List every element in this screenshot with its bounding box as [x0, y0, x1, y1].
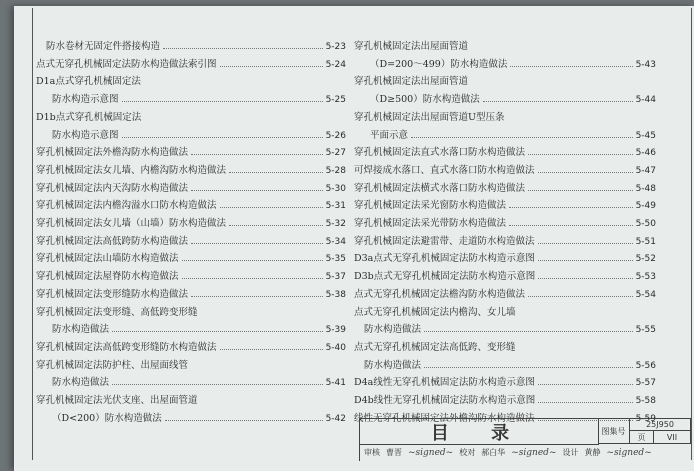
toc-entry-title: 穿孔机械固定法变形缝、高低跨变形缝	[36, 306, 198, 318]
toc-entry	[36, 195, 346, 211]
toc-entry-title: D4b线性无穿孔机械固定法防水构造示意图	[354, 395, 536, 406]
toc-entry-page: 5-59	[635, 413, 656, 424]
title-block	[359, 418, 691, 461]
toc-entry	[354, 337, 656, 353]
dot-leader	[182, 278, 323, 279]
page-title: 目 录	[360, 419, 599, 445]
toc-entry-page: 5-47	[635, 165, 656, 176]
toc-entry-page: 5-48	[635, 183, 656, 194]
toc-entry	[354, 71, 656, 87]
toc-entry-title: （D≥500）防水构造做法	[370, 94, 480, 106]
dot-leader	[509, 225, 633, 226]
toc-entry-page: 5-44	[635, 95, 656, 106]
toc-entry	[36, 355, 346, 371]
toc-entry	[36, 231, 346, 247]
design-name: 黄静	[584, 448, 601, 457]
toc-entry-title: 防水构造做法	[52, 324, 110, 336]
dot-leader	[424, 331, 633, 332]
toc-entry	[354, 54, 656, 70]
toc-entry-title: 穿孔机械固定法高低跨变形缝防水构造做法	[36, 341, 217, 353]
toc-entry	[36, 408, 346, 424]
toc-entry-page: 5-27	[325, 148, 346, 159]
toc-entry-page: 5-38	[325, 289, 346, 300]
design-signature: ~signed~	[606, 447, 652, 458]
dot-leader	[538, 384, 633, 385]
toc-entry-title: 穿孔机械固定法变形缝防水构造做法	[36, 288, 189, 300]
toc-entry-title: 穿孔机械固定法直式水落口防水构造做法	[354, 147, 526, 159]
toc-entry-page: 5-32	[325, 219, 346, 229]
toc-entry-page: 5-58	[635, 396, 656, 406]
toc-entry-title: 穿孔机械固定法高低跨防水构造做法	[36, 235, 189, 247]
toc-entry-title: 点式无穿孔机械固定法防水构造做法索引图	[36, 58, 217, 70]
dot-leader	[528, 154, 633, 155]
dot-leader	[528, 190, 633, 191]
dot-leader	[191, 154, 323, 155]
toc-entry-page: 5-30	[325, 183, 346, 194]
toc-entry-title: 防水卷材无固定件搭接构造	[46, 41, 161, 52]
check-name: 郝白华	[481, 448, 506, 457]
toc-entry-title: （D=200～499）防水构造做法	[370, 58, 508, 70]
dot-leader	[528, 296, 633, 297]
toc-entry	[354, 125, 656, 141]
toc-entry-title: D4a线性无穿孔机械固定法防水构造示意图	[354, 377, 535, 389]
toc-entry	[36, 71, 346, 87]
toc-entry-page: 5-26	[325, 130, 346, 141]
review-label: 审核	[364, 448, 380, 457]
dot-leader	[538, 402, 632, 403]
dot-leader	[538, 172, 633, 173]
dot-leader	[220, 207, 323, 208]
check-label: 校对	[459, 448, 476, 457]
dot-leader	[191, 243, 323, 244]
dot-leader	[112, 331, 323, 332]
toc-entry	[36, 160, 346, 176]
dot-leader	[191, 296, 323, 297]
toc-entry-title: 穿孔机械固定法采光窗防水构造做法	[354, 200, 507, 212]
toc-entry	[354, 372, 656, 388]
dot-leader	[229, 225, 323, 226]
dot-leader	[538, 260, 633, 261]
dot-leader	[538, 243, 633, 244]
toc-entry	[354, 107, 656, 123]
toc-entry-page: 5-55	[635, 325, 656, 336]
toc-entry-page: 5-41	[325, 378, 346, 389]
dot-leader	[112, 384, 323, 385]
toc-entry	[354, 213, 656, 229]
toc-entry-page: 5-54	[635, 289, 656, 300]
toc-entry-title: 点式无穿孔机械固定法檐沟防水构造做法	[354, 288, 526, 300]
toc-entry-page: 5-34	[325, 236, 346, 247]
toc-entry-title: 穿孔机械固定法出屋面管道	[354, 76, 469, 88]
toc-entry-page: 5-24	[325, 59, 346, 70]
toc-entry	[36, 54, 346, 70]
dot-leader	[182, 260, 323, 261]
dot-leader	[122, 101, 323, 102]
toc-entry	[36, 178, 346, 194]
toc-entry-page: 5-50	[635, 219, 656, 229]
toc-entry-title: 平面示意	[370, 129, 409, 141]
toc-entry-page: 5-25	[325, 95, 346, 106]
toc-entry-page: 5-31	[325, 201, 346, 212]
toc-entry	[36, 337, 346, 353]
toc-entry-title: 点式无穿孔机械固定法高低跨、变形缝	[354, 341, 516, 353]
toc-entry	[354, 355, 656, 371]
toc-entry	[36, 284, 346, 300]
toc-entry-page: 5-43	[635, 59, 656, 70]
toc-entry-title: D3a点式无穿孔机械固定法防水构造示意图	[354, 253, 535, 265]
toc-entry-title: 穿孔机械固定法外檐沟防水构造做法	[36, 147, 189, 159]
toc-entry-title: 防水构造做法	[364, 359, 422, 371]
dot-leader	[165, 420, 323, 421]
atlas-label: 图集号	[598, 419, 630, 444]
toc-entry-page: 5-46	[635, 148, 656, 159]
toc-entry	[354, 248, 656, 264]
toc-entry-page: 5-42	[325, 413, 346, 424]
dot-leader	[220, 66, 323, 67]
toc-entry-title: 穿孔机械固定法光伏支座、出屋面管道	[36, 395, 198, 406]
toc-entry-title: 线性无穿孔机械固定法外檐沟防水构造做法	[354, 412, 535, 424]
check-signature: ~signed~	[511, 447, 557, 458]
toc-entry-page: 5-51	[635, 236, 656, 247]
toc-entry	[36, 319, 346, 335]
toc-entry	[354, 390, 656, 406]
toc-entry-title: 穿孔机械固定法内檐沟溢水口防水构造做法	[36, 200, 217, 212]
toc-entry	[354, 160, 656, 176]
toc-entry	[354, 36, 656, 52]
toc-entry-title: D1a点式穿孔机械固定法	[36, 76, 141, 88]
dot-leader	[163, 48, 323, 49]
toc-entry-page: 5-57	[635, 378, 656, 389]
toc-entry-page: 5-37	[325, 272, 346, 283]
toc-entry-title: D1b点式穿孔机械固定法	[36, 111, 142, 123]
toc-entry-title: 点式无穿孔机械固定法内檐沟、女儿墙	[354, 306, 516, 318]
toc-entry-title: 穿孔机械固定法内天沟防水构造做法	[36, 182, 189, 194]
toc-entry-title: 防水构造做法	[364, 324, 422, 336]
dot-leader	[411, 137, 633, 138]
document-page	[14, 6, 694, 471]
dot-leader	[510, 66, 632, 67]
dot-leader	[191, 190, 323, 191]
toc-entry-title: 防水构造做法	[52, 377, 110, 389]
toc-entry	[36, 89, 346, 105]
design-label: 设计	[562, 448, 579, 457]
page-number: VII	[654, 431, 691, 444]
toc-entry	[36, 36, 346, 52]
dot-leader	[483, 101, 633, 102]
dot-leader	[424, 367, 633, 368]
toc-entry-title: 穿孔机械固定法防护柱、出屋面线管	[36, 359, 189, 371]
toc-entry-title: 穿孔机械固定法采光带防水构造做法	[354, 218, 507, 229]
dot-leader	[220, 349, 323, 350]
toc-entry	[36, 107, 346, 123]
toc-entry	[36, 142, 346, 158]
toc-entry	[36, 266, 346, 282]
toc-entry-page: 5-52	[635, 254, 656, 265]
toc-entry-page: 5-23	[325, 42, 346, 52]
toc-entry	[36, 248, 346, 264]
signature-row	[360, 444, 691, 461]
toc-entry	[36, 125, 346, 141]
toc-entry-page: 5-35	[325, 254, 346, 265]
review-signature: ~signed~	[408, 447, 454, 458]
dot-leader	[229, 172, 323, 173]
toc-entry-title: （D<200）防水构造做法	[52, 412, 162, 424]
toc-entry-title: 穿孔机械固定法屋脊防水构造做法	[36, 271, 179, 283]
toc-entry-title: 穿孔机械固定法女儿墙（山墙）防水构造做法	[36, 218, 227, 229]
dot-leader	[509, 207, 633, 208]
toc-entry-title: 穿孔机械固定法避雷带、走道防水构造做法	[354, 235, 535, 247]
toc-entry-page: 5-49	[635, 201, 656, 212]
toc-entry	[354, 178, 656, 194]
toc-entry	[354, 319, 656, 335]
toc-entry	[354, 195, 656, 211]
toc-entry-page: 5-45	[635, 130, 656, 141]
toc-entry-title: 可焊接成水落口、直式水落口防水构造做法	[354, 164, 535, 176]
toc-entry-title: D3b点式无穿孔机械固定法防水构造示意图	[354, 271, 536, 283]
toc-entry-page: 5-40	[325, 342, 346, 353]
toc-entry	[354, 284, 656, 300]
toc-entry	[354, 89, 656, 105]
toc-entry	[354, 266, 656, 282]
toc-entry-title: 穿孔机械固定法横式水落口防水构造做法	[354, 182, 526, 194]
toc-entry	[354, 231, 656, 247]
toc-entry	[36, 372, 346, 388]
toc-entry-title: 穿孔机械固定法出屋面管道U型压条	[354, 111, 505, 123]
toc-entry-title: 穿孔机械固定法出屋面管道	[354, 41, 469, 52]
toc-entry	[36, 390, 346, 406]
review-name: 曹晋	[386, 448, 402, 457]
toc-entry	[36, 302, 346, 318]
toc-entry	[354, 302, 656, 318]
dot-leader	[122, 137, 323, 138]
dot-leader	[538, 278, 632, 279]
toc-entry-page: 5-56	[635, 360, 656, 371]
atlas-number: 25J950	[630, 419, 691, 431]
toc-entry-page: 5-39	[325, 325, 346, 336]
toc-entry	[36, 213, 346, 229]
toc-entry-title: 穿孔机械固定法山墙防水构造做法	[36, 253, 179, 265]
toc-entry-title: 防水构造示意图	[52, 94, 119, 106]
toc-entry-page: 5-28	[325, 165, 346, 176]
toc-entry-title: 穿孔机械固定法女儿墙、内檐沟防水构造做法	[36, 164, 227, 176]
page-label: 页	[630, 431, 654, 444]
toc-entry-page: 5-53	[635, 272, 656, 283]
toc-entry	[354, 142, 656, 158]
toc-entry-title: 防水构造示意图	[52, 129, 119, 141]
